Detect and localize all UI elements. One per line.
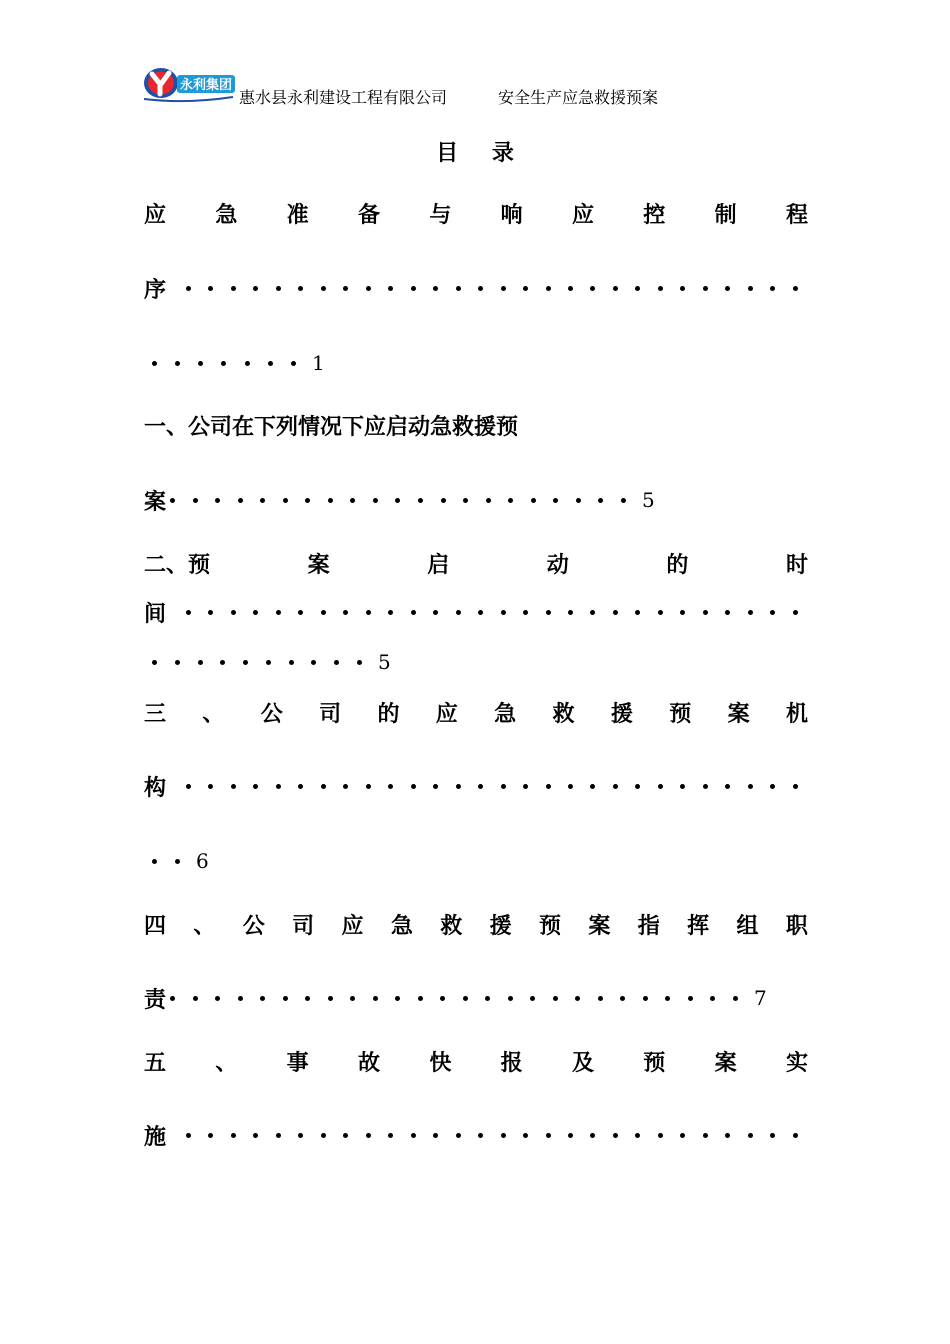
toc-entry-4-char: 、 — [202, 700, 225, 727]
leader-dot — [748, 286, 753, 291]
leader-dot — [208, 286, 213, 291]
leader-dot — [703, 1133, 708, 1138]
leader-dot — [291, 361, 296, 366]
leader-dot — [680, 784, 685, 789]
leader-dot — [703, 286, 708, 291]
leader-dot — [395, 498, 400, 503]
leader-dot — [268, 361, 273, 366]
toc-entry-6-char: 五 — [144, 1049, 167, 1076]
leader-dot — [198, 361, 203, 366]
toc-entry-5-char: 救 — [440, 912, 463, 939]
leader-dot — [298, 1133, 303, 1138]
leader-dot — [658, 286, 663, 291]
leader-dot — [501, 610, 506, 615]
toc-entry-5-char: 组 — [736, 912, 759, 939]
leader-dot — [463, 498, 468, 503]
leader-dot — [276, 610, 281, 615]
toc-entry-1-char: 控 — [643, 201, 666, 228]
leader-dot — [186, 286, 191, 291]
leader-dot — [276, 286, 281, 291]
leader-dot — [334, 660, 339, 665]
leader-dot — [152, 660, 157, 665]
leader-dot — [350, 996, 355, 1001]
toc-entry-3-char: 动 — [546, 551, 569, 578]
leader-dot — [208, 784, 213, 789]
company-logo — [141, 64, 239, 104]
leader-dot — [253, 286, 258, 291]
leader-dot — [276, 1133, 281, 1138]
toc-entry-6-char: 快 — [429, 1049, 452, 1076]
leader-dot — [298, 784, 303, 789]
dot-leader — [186, 1120, 798, 1150]
toc-entry-3-char: 时 — [785, 551, 808, 578]
leader-dot — [456, 286, 461, 291]
leader-dot — [238, 498, 243, 503]
leader-dot — [283, 498, 288, 503]
dot-leader — [186, 771, 798, 801]
toc-entry-1-page: 1 — [312, 351, 325, 375]
leader-dot — [703, 784, 708, 789]
document-title: 安全生产应急救援预案 — [498, 88, 659, 107]
toc-entry-6-line1 — [144, 1046, 808, 1076]
leader-dot — [508, 996, 513, 1001]
leader-dot — [793, 784, 798, 789]
toc-entry-5-char: 司 — [292, 912, 315, 939]
leader-dot — [231, 1133, 236, 1138]
toc-entry-5-char: 职 — [785, 912, 808, 939]
leader-dot — [725, 610, 730, 615]
leader-dot — [643, 996, 648, 1001]
leader-dot — [523, 286, 528, 291]
toc-entry-4-char: 救 — [552, 700, 575, 727]
toc-entry-6-char: 报 — [500, 1049, 523, 1076]
leader-dot — [598, 996, 603, 1001]
toc-entry-3-char: 启 — [427, 551, 450, 578]
leader-dot — [680, 286, 685, 291]
leader-dot — [665, 996, 670, 1001]
leader-dot — [305, 996, 310, 1001]
leader-dot — [613, 784, 618, 789]
toc-entry-6-char: 事 — [286, 1049, 309, 1076]
leader-dot — [613, 1133, 618, 1138]
leader-dot — [478, 784, 483, 789]
leader-dot — [440, 996, 445, 1001]
leader-dot — [658, 784, 663, 789]
toc-entry-1-char: 急 — [215, 201, 238, 228]
leader-dot — [238, 996, 243, 1001]
leader-dot — [590, 784, 595, 789]
leader-dot — [245, 361, 250, 366]
leader-dot — [186, 784, 191, 789]
toc-entry-4-char: 机 — [785, 700, 808, 727]
toc-heading: 目 录 — [436, 140, 514, 166]
toc-entry-4-char: 急 — [494, 700, 517, 727]
leader-dot — [305, 498, 310, 503]
dot-leader — [152, 647, 362, 677]
leader-dot — [793, 286, 798, 291]
leader-dot — [395, 996, 400, 1001]
leader-dot — [635, 784, 640, 789]
leader-dot — [186, 1133, 191, 1138]
leader-dot — [193, 996, 198, 1001]
leader-dot — [523, 784, 528, 789]
toc-entry-5-char: 公 — [242, 912, 265, 939]
leader-dot — [658, 1133, 663, 1138]
leader-dot — [208, 610, 213, 615]
toc-entry-5-line2 — [144, 983, 808, 1013]
leader-dot — [553, 996, 558, 1001]
toc-entry-6-line2 — [144, 1120, 808, 1150]
leader-dot — [770, 286, 775, 291]
page-header — [141, 64, 821, 108]
toc-entry-3-line2 — [144, 597, 808, 627]
leader-dot — [418, 996, 423, 1001]
leader-dot — [170, 996, 175, 1001]
leader-dot — [770, 1133, 775, 1138]
leader-dot — [546, 784, 551, 789]
leader-dot — [220, 660, 225, 665]
leader-dot — [388, 286, 393, 291]
leader-dot — [658, 610, 663, 615]
leader-dot — [635, 610, 640, 615]
toc-entry-2-page: 5 — [642, 488, 655, 512]
leader-dot — [568, 610, 573, 615]
leader-dot — [311, 660, 316, 665]
toc-entry-1-char: 制 — [714, 201, 737, 228]
toc-entry-4-char: 援 — [610, 700, 633, 727]
leader-dot — [433, 1133, 438, 1138]
leader-dot — [733, 996, 738, 1001]
leader-dot — [725, 286, 730, 291]
toc-entry-5-char: 指 — [637, 912, 660, 939]
toc-entry-3-line1 — [144, 548, 808, 578]
dot-leader — [152, 846, 180, 876]
leader-dot — [366, 610, 371, 615]
leader-dot — [388, 1133, 393, 1138]
toc-entry-4-line1 — [144, 697, 808, 727]
dot-leader — [170, 983, 738, 1013]
toc-entry-1-char: 准 — [286, 201, 309, 228]
leader-dot — [193, 498, 198, 503]
leader-dot — [501, 784, 506, 789]
leader-dot — [373, 996, 378, 1001]
leader-dot — [350, 498, 355, 503]
toc-entry-6-char: 预 — [643, 1049, 666, 1076]
leader-dot — [411, 610, 416, 615]
toc-entry-4-char: 预 — [669, 700, 692, 727]
leader-dot — [523, 610, 528, 615]
leader-dot — [260, 996, 265, 1001]
toc-entry-2-lead-char: 案 — [144, 488, 167, 515]
leader-dot — [576, 498, 581, 503]
leader-dot — [710, 996, 715, 1001]
leader-dot — [253, 610, 258, 615]
leader-dot — [243, 660, 248, 665]
toc-entry-2-line1: 一、公司在下列情况下应启动急救援预 — [144, 414, 519, 440]
toc-entry-1-char: 与 — [429, 201, 452, 228]
leader-dot — [298, 286, 303, 291]
leader-dot — [531, 498, 536, 503]
leader-dot — [770, 784, 775, 789]
toc-entry-4-char: 司 — [319, 700, 342, 727]
leader-dot — [441, 498, 446, 503]
leader-dot — [152, 361, 157, 366]
toc-entry-5-page: 7 — [754, 986, 767, 1010]
toc-entry-5-char: 援 — [489, 912, 512, 939]
leader-dot — [485, 996, 490, 1001]
toc-entry-5-lead-char: 责 — [144, 986, 167, 1013]
leader-dot — [276, 784, 281, 789]
leader-dot — [298, 610, 303, 615]
leader-dot — [198, 660, 203, 665]
leader-dot — [793, 610, 798, 615]
toc-entry-6-char: 故 — [357, 1049, 380, 1076]
leader-dot — [373, 498, 378, 503]
leader-dot — [748, 610, 753, 615]
toc-entry-6-char: 实 — [785, 1049, 808, 1076]
leader-dot — [635, 1133, 640, 1138]
leader-dot — [231, 286, 236, 291]
logo-text: 永利集团 — [179, 78, 233, 93]
toc-entry-4-char: 公 — [260, 700, 283, 727]
toc-entry-3-line3 — [144, 647, 808, 677]
toc-entry-1-char: 应 — [571, 201, 594, 228]
leader-dot — [463, 996, 468, 1001]
toc-entry-1-char: 备 — [357, 201, 380, 228]
leader-dot — [208, 1133, 213, 1138]
leader-dot — [688, 996, 693, 1001]
leader-dot — [523, 1133, 528, 1138]
leader-dot — [433, 784, 438, 789]
toc-entry-5-char: 、 — [193, 912, 216, 939]
leader-dot — [590, 286, 595, 291]
leader-dot — [793, 1133, 798, 1138]
toc-entry-3-page: 5 — [378, 650, 391, 674]
leader-dot — [680, 610, 685, 615]
leader-dot — [175, 361, 180, 366]
leader-dot — [175, 859, 180, 864]
toc-entry-6-char: 案 — [714, 1049, 737, 1076]
leader-dot — [170, 498, 175, 503]
toc-entry-3-char: 二、预 — [144, 551, 211, 578]
toc-entry-5-char: 预 — [539, 912, 562, 939]
leader-dot — [508, 498, 513, 503]
company-name: 惠水县永利建设工程有限公司 — [239, 88, 448, 107]
toc-entry-5-char: 案 — [588, 912, 611, 939]
leader-dot — [215, 996, 220, 1001]
leader-dot — [456, 1133, 461, 1138]
leader-dot — [231, 784, 236, 789]
leader-dot — [343, 610, 348, 615]
leader-dot — [725, 784, 730, 789]
leader-dot — [321, 286, 326, 291]
dot-leader — [170, 485, 626, 515]
toc-entry-6-char: 、 — [215, 1049, 238, 1076]
leader-dot — [748, 1133, 753, 1138]
leader-dot — [289, 660, 294, 665]
toc-entry-4-page: 6 — [196, 849, 209, 873]
leader-dot — [590, 1133, 595, 1138]
leader-dot — [478, 610, 483, 615]
toc-entry-4-lead-char: 构 — [144, 774, 167, 801]
toc-entry-4-char: 应 — [435, 700, 458, 727]
toc-entry-3-char: 的 — [666, 551, 689, 578]
leader-dot — [748, 784, 753, 789]
leader-dot — [411, 1133, 416, 1138]
leader-dot — [486, 498, 491, 503]
leader-dot — [568, 1133, 573, 1138]
toc-entry-1-char: 程 — [785, 201, 808, 228]
toc-entry-5-char: 急 — [390, 912, 413, 939]
toc-entry-1-line3 — [144, 348, 808, 378]
leader-dot — [598, 498, 603, 503]
dot-leader — [186, 597, 798, 627]
leader-dot — [328, 498, 333, 503]
leader-dot — [613, 286, 618, 291]
leader-dot — [357, 660, 362, 665]
toc-entry-1-lead-char: 序 — [144, 276, 167, 303]
leader-dot — [501, 1133, 506, 1138]
dot-leader — [152, 348, 296, 378]
leader-dot — [328, 996, 333, 1001]
leader-dot — [366, 286, 371, 291]
leader-dot — [253, 784, 258, 789]
toc-entry-5-line1 — [144, 909, 808, 939]
leader-dot — [366, 784, 371, 789]
leader-dot — [321, 784, 326, 789]
leader-dot — [343, 784, 348, 789]
leader-dot — [456, 784, 461, 789]
leader-dot — [501, 286, 506, 291]
leader-dot — [388, 610, 393, 615]
leader-dot — [321, 610, 326, 615]
leader-dot — [215, 498, 220, 503]
leader-dot — [703, 610, 708, 615]
toc-entry-4-line2 — [144, 771, 808, 801]
leader-dot — [621, 498, 626, 503]
leader-dot — [590, 610, 595, 615]
toc-entry-3-lead-char: 间 — [144, 600, 167, 627]
toc-entry-5-char: 四 — [144, 912, 167, 939]
toc-entry-5-char: 应 — [341, 912, 364, 939]
leader-dot — [253, 1133, 258, 1138]
leader-dot — [418, 498, 423, 503]
dot-leader — [186, 273, 798, 303]
leader-dot — [568, 784, 573, 789]
toc-entry-2-line2 — [144, 485, 808, 515]
leader-dot — [366, 1133, 371, 1138]
leader-dot — [478, 1133, 483, 1138]
leader-dot — [680, 1133, 685, 1138]
leader-dot — [343, 1133, 348, 1138]
leader-dot — [725, 1133, 730, 1138]
leader-dot — [635, 286, 640, 291]
leader-dot — [530, 996, 535, 1001]
leader-dot — [283, 996, 288, 1001]
leader-dot — [613, 610, 618, 615]
toc-entry-4-char: 三 — [144, 700, 167, 727]
leader-dot — [266, 660, 271, 665]
leader-dot — [411, 286, 416, 291]
toc-entry-1-char: 应 — [144, 201, 167, 228]
toc-entry-5-char: 挥 — [687, 912, 710, 939]
leader-dot — [221, 361, 226, 366]
toc-entry-1-line1 — [144, 198, 808, 228]
leader-dot — [568, 286, 573, 291]
leader-dot — [433, 286, 438, 291]
leader-dot — [546, 286, 551, 291]
toc-entry-4-char: 案 — [727, 700, 750, 727]
toc-entry-1-char: 响 — [500, 201, 523, 228]
leader-dot — [546, 1133, 551, 1138]
toc-entry-1-line2 — [144, 273, 808, 303]
leader-dot — [411, 784, 416, 789]
leader-dot — [343, 286, 348, 291]
leader-dot — [260, 498, 265, 503]
leader-dot — [770, 610, 775, 615]
leader-dot — [152, 859, 157, 864]
leader-dot — [575, 996, 580, 1001]
leader-dot — [388, 784, 393, 789]
leader-dot — [321, 1133, 326, 1138]
leader-dot — [620, 996, 625, 1001]
leader-dot — [433, 610, 438, 615]
leader-dot — [546, 610, 551, 615]
leader-dot — [478, 286, 483, 291]
leader-dot — [231, 610, 236, 615]
toc-entry-6-char: 及 — [571, 1049, 594, 1076]
leader-dot — [186, 610, 191, 615]
leader-dot — [456, 610, 461, 615]
toc-entry-3-char: 案 — [307, 551, 330, 578]
toc-entry-6-lead-char: 施 — [144, 1123, 167, 1150]
toc-entry-4-char: 的 — [377, 700, 400, 727]
leader-dot — [553, 498, 558, 503]
toc-entry-4-line3 — [144, 846, 808, 876]
leader-dot — [175, 660, 180, 665]
